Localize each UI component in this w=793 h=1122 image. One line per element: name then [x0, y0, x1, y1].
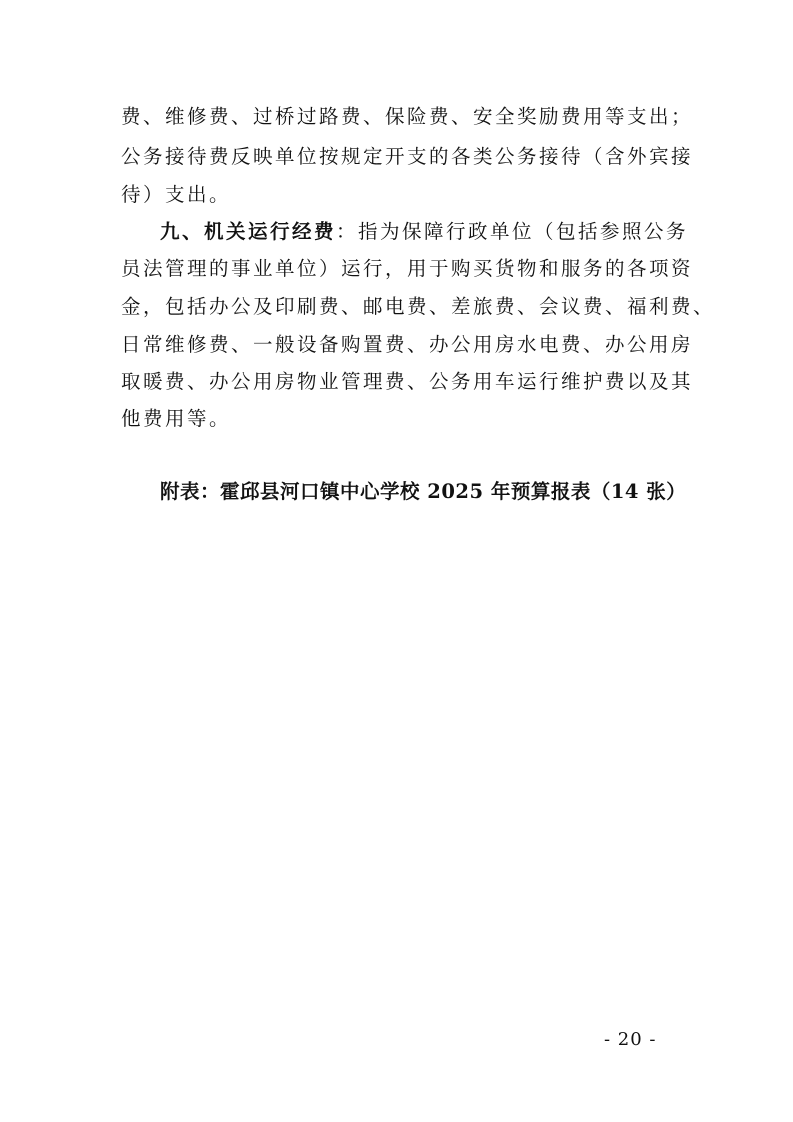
text-line: 公务接待费反映单位按规定开支的各类公务接待（含外宾接	[121, 145, 694, 168]
page-number: - 20 -	[604, 1029, 657, 1050]
text-line: 费、维修费、过桥过路费、保险费、安全奖励费用等支出；	[121, 105, 694, 128]
text-line: 金，包括办公及印刷费、邮电费、差旅费、会议费、福利费、	[121, 295, 716, 318]
text-line: 他费用等。	[121, 407, 232, 430]
text-line: 员法管理的事业单位）运行，用于购买货物和服务的各项资	[121, 257, 694, 280]
text-line: 待）支出。	[121, 183, 232, 206]
appendix-note: 附表：霍邱县河口镇中心学校 2025 年预算报表（14 张）	[160, 480, 687, 503]
text-line: 取暖费、办公用房物业管理费、公务用车运行维护费以及其	[121, 370, 694, 393]
text-line: 日常维修费、一般设备购置费、办公用房水电费、办公用房	[121, 333, 694, 356]
section-9-text: ：指为保障行政单位（包括参照公务	[336, 220, 689, 243]
section-9-first-line	[160, 219, 688, 245]
section-9-heading: 九、机关运行经费	[160, 220, 337, 243]
